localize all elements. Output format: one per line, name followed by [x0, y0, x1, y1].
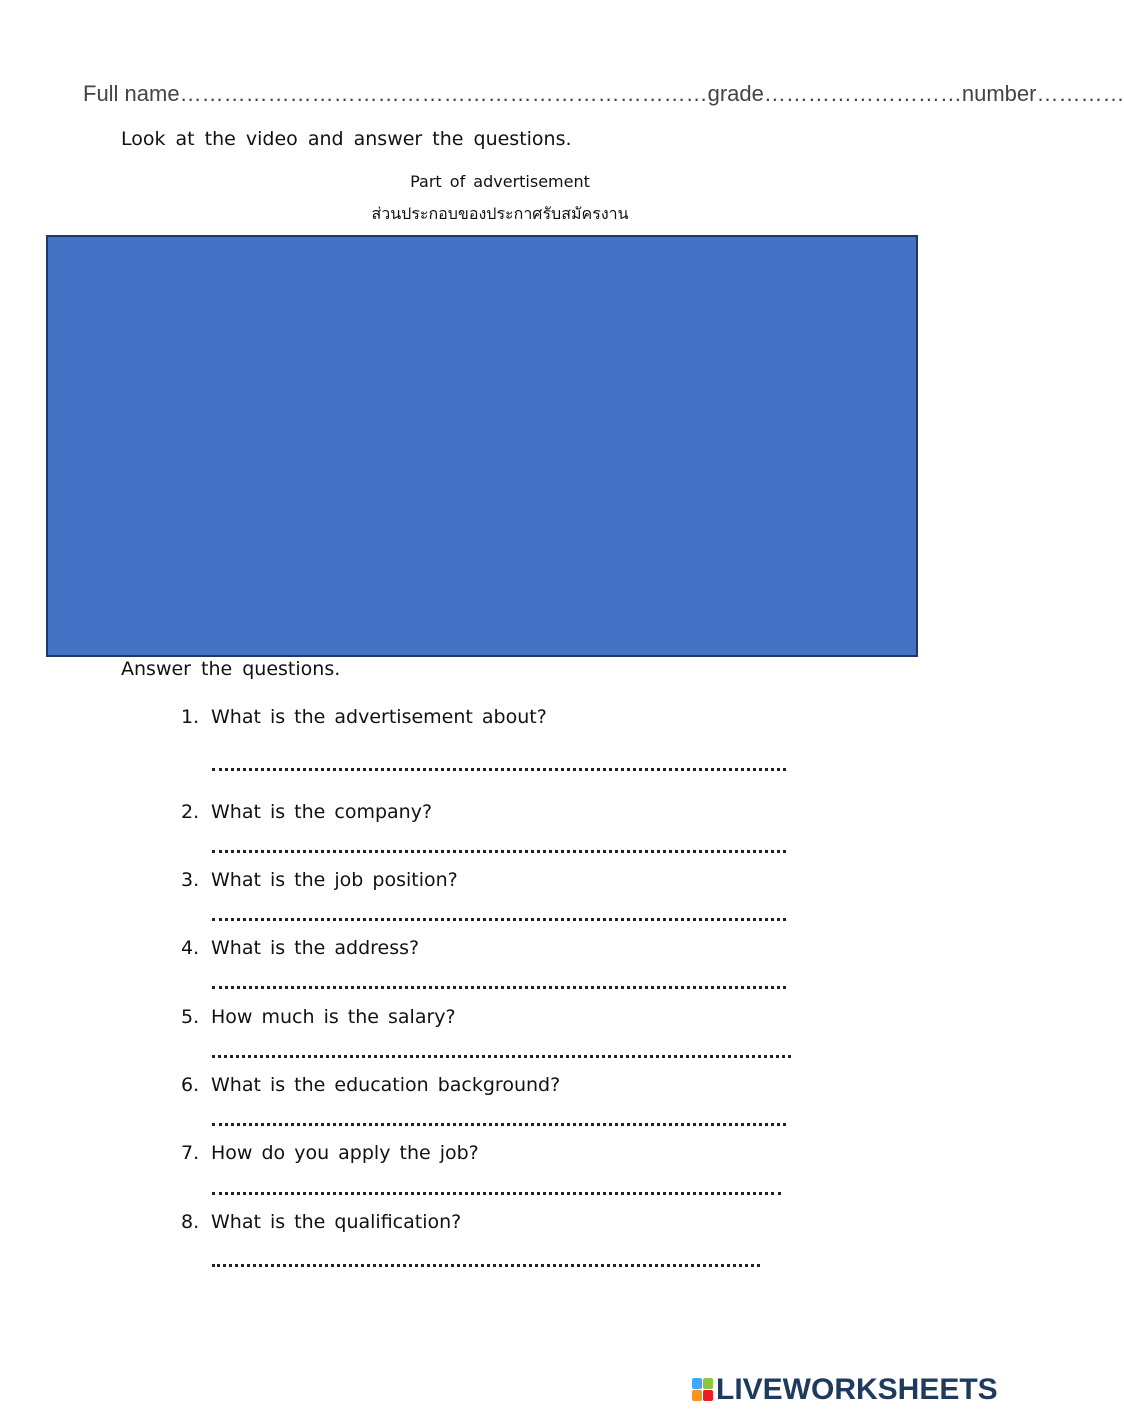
part-title: Part of advertisement — [410, 172, 590, 191]
question-text: How do you apply the job? — [211, 1142, 479, 1164]
question-4 — [181, 937, 419, 959]
question-6 — [181, 1074, 560, 1096]
question-number: 2. — [181, 801, 200, 823]
full-name-grade-number-line: Full name………………………………………………………………grade………………………number………… — [83, 81, 1124, 106]
question-number: 5. — [181, 1006, 200, 1028]
question-7 — [181, 1142, 479, 1164]
question-number: 7. — [181, 1142, 200, 1164]
instruction-text: Look at the video and answer the questions. — [121, 128, 572, 150]
answer-field-7[interactable] — [212, 1186, 781, 1195]
answer-heading: Answer the questions. — [121, 658, 341, 680]
question-number: 8. — [181, 1211, 200, 1233]
liveworksheets-logo[interactable] — [692, 1374, 998, 1406]
answer-field-1[interactable] — [212, 762, 786, 771]
question-2 — [181, 801, 432, 823]
question-text: What is the advertisement about? — [211, 706, 547, 728]
question-8 — [181, 1211, 461, 1233]
question-5 — [181, 1006, 456, 1028]
question-number: 3. — [181, 869, 200, 891]
answer-field-5[interactable] — [212, 1049, 791, 1058]
question-number: 1. — [181, 706, 200, 728]
logo-text: LIVEWORKSHEETS — [716, 1373, 998, 1406]
answer-field-2[interactable] — [212, 844, 786, 853]
video-placeholder[interactable] — [46, 235, 918, 657]
liveworksheets-logo-icon — [692, 1378, 714, 1402]
question-number: 6. — [181, 1074, 200, 1096]
part-subtitle-thai: ส่วนประกอบของประกาศรับสมัครงาน — [371, 204, 629, 223]
question-text: What is the job position? — [211, 869, 458, 891]
question-1 — [181, 706, 547, 728]
question-text: What is the company? — [211, 801, 433, 823]
question-text: How much is the salary? — [211, 1006, 456, 1028]
question-3 — [181, 869, 458, 891]
answer-field-3[interactable] — [212, 912, 786, 921]
question-text: What is the address? — [211, 937, 420, 959]
question-number: 4. — [181, 937, 200, 959]
question-text: What is the qualification? — [211, 1211, 462, 1233]
question-text: What is the education background? — [211, 1074, 561, 1096]
answer-field-6[interactable] — [212, 1117, 786, 1126]
answer-field-8[interactable] — [212, 1258, 760, 1267]
answer-field-4[interactable] — [212, 980, 786, 989]
